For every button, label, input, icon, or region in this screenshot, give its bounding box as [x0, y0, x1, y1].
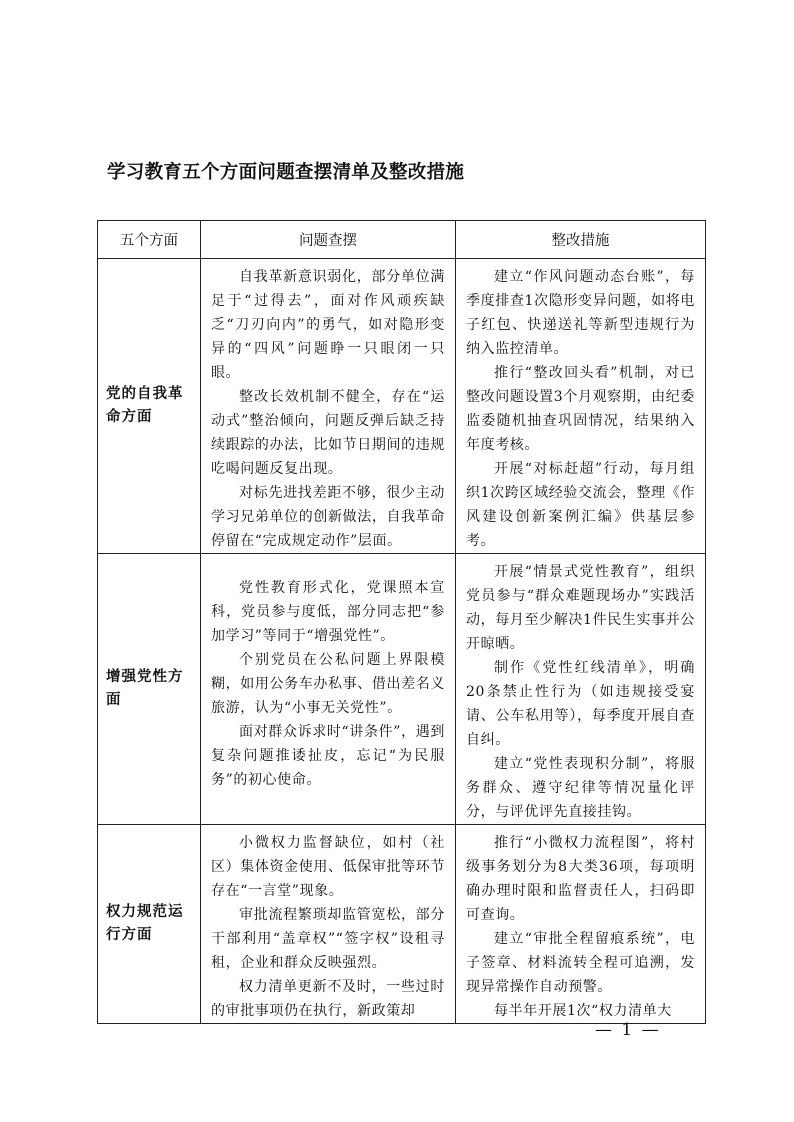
document-title: 学习教育五个方面问题查摆清单及整改措施 — [107, 162, 465, 183]
header-aspect: 五个方面 — [98, 221, 201, 259]
aspect-cell: 增强党性方面 — [98, 554, 201, 825]
page-number: — 1 — — [595, 1020, 661, 1040]
measure-item: 建立“党性表现积分制”，将服务群众、遵守纪律等情况量化评分，与评优评先直接挂钩。 — [466, 756, 695, 820]
aspect-cell: 权力规范运行方面 — [98, 825, 201, 1024]
measures-cell — [456, 259, 706, 554]
problem-item: 自我革新意识弱化，部分单位满足于“过得去”，面对作风顽疾缺乏“刀刃向内”的勇气，如对隐形变异的“四风”问题睁一只眼闭一只眼。 — [211, 269, 445, 381]
measure-item: 开展“情景式党性教育”，组织党员参与“群众难题现场办”实践活动，每月至少解决1件民生实事并公开晾晒。 — [466, 564, 695, 652]
problems-cell — [201, 825, 456, 1024]
problem-item: 对标先进找差距不够，很少主动学习兄弟单位的创新做法，自我革命停留在“完成规定动作”层面。 — [211, 485, 445, 549]
checklist-table — [97, 220, 706, 1024]
problem-item: 整改长效机制不健全，存在“运动式”整治倾向，问题反弹后缺乏持续跟踪的办法，比如节日期间的违规吃喝问题反复出现。 — [211, 389, 445, 477]
problem-item: 个别党员在公私问题上界限模糊，如用公务车办私事、借出差名义旅游，认为“小事无关党性”。 — [211, 652, 445, 716]
measures-cell — [456, 554, 706, 825]
table-header-row — [98, 221, 706, 259]
measure-item: 推行“小微权力流程图”，将村级事务划分为8大类36项，每项明确办理时限和监督责任人，扫码即可查询。 — [466, 835, 695, 923]
problem-item: 权力清单更新不及时，一些过时的审批事项仍在执行，新政策却 — [211, 979, 445, 1019]
problem-item: 党性教育形式化，党课照本宣科，党员参与度低，部分同志把“参加学习”等同于“增强党性”。 — [211, 580, 445, 644]
measures-cell — [456, 825, 706, 1024]
table-row — [98, 825, 706, 1024]
measure-item: 建立“审批全程留痕系统”，电子签章、材料流转全程可追溯，发现异常操作自动预警。 — [466, 931, 695, 995]
problems-cell — [201, 259, 456, 554]
problem-item: 审批流程繁琐却监管宽松，部分干部利用“盖章权”“签字权”设租寻租，企业和群众反映强烈。 — [211, 907, 445, 971]
table-row — [98, 554, 706, 825]
table-row — [98, 259, 706, 554]
header-problems: 问题查摆 — [201, 221, 456, 259]
measure-item: 推行“整改回头看”机制，对已整改问题设置3个月观察期，由纪委监委随机抽查巩固情况，结果纳入年度考核。 — [466, 365, 695, 453]
problem-item: 面对群众诉求时“讲条件”，遇到复杂问题推诿扯皮，忘记“为民服务”的初心使命。 — [211, 724, 445, 788]
measure-item: 每半年开展1次“权力清单大 — [494, 1003, 672, 1019]
measure-item: 制作《党性红线清单》，明确20条禁止性行为（如违规接受宴请、公车私用等），每季度开展自查自纠。 — [466, 660, 695, 748]
header-measures: 整改措施 — [456, 221, 706, 259]
problems-cell — [201, 554, 456, 825]
measure-item: 开展“对标赶超”行动，每月组织1次跨区域经验交流会，整理《作风建设创新案例汇编》供基层参考。 — [466, 461, 695, 549]
aspect-cell: 党的自我革命方面 — [98, 259, 201, 554]
measure-item: 建立“作风问题动态台账”，每季度排查1次隐形变异问题，如将电子红包、快递送礼等新型违规行为纳入监控清单。 — [466, 269, 695, 357]
problem-item: 小微权力监督缺位，如村（社区）集体资金使用、低保审批等环节存在“一言堂”现象。 — [211, 835, 445, 899]
